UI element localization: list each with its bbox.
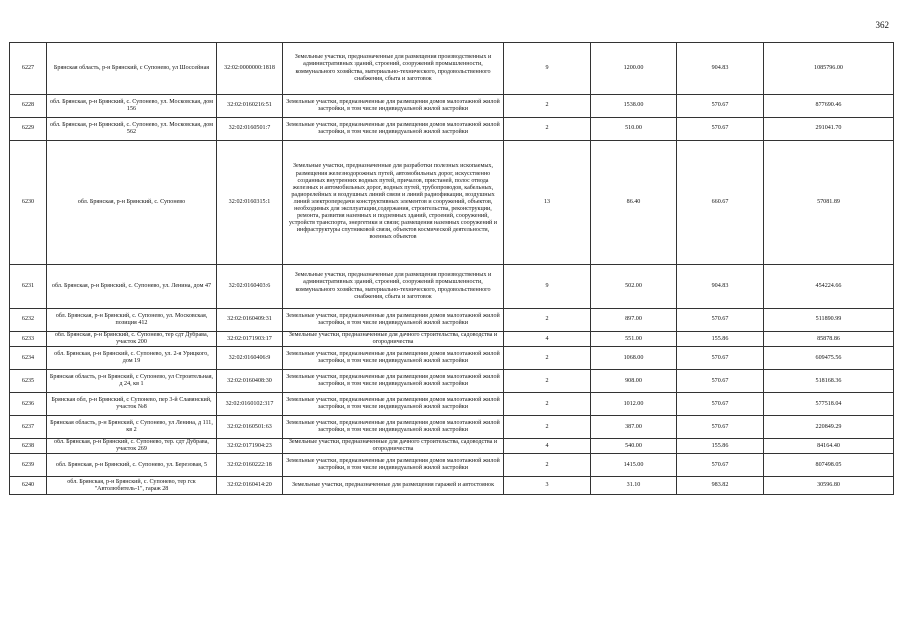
cadastral-number-cell: 32:02:0171904:23 <box>217 439 283 454</box>
specific-value-cell: 904.83 <box>677 265 764 309</box>
cadastral-value-cell: 518168.36 <box>764 370 894 393</box>
cadastral-value-cell: 877690.46 <box>764 95 894 118</box>
address-cell: Брянская область, р-н Брянский, с Супонево, ул Строительная, д 24, кв 1 <box>47 370 217 393</box>
land-use-purpose-cell: Земельные участки, предназначенные для размещения домов малоэтажной жилой застройки, в том числе индивидуальной жилой застройки <box>283 370 504 393</box>
cadastral-value-cell: 291041.70 <box>764 118 894 141</box>
land-use-purpose-cell: Земельные участки, предназначенные для размещения гаражей и автостоянок <box>283 477 504 495</box>
address-cell: обл. Брянская, р-н Брянский, с. Супонево, ул. Московская, дом 562 <box>47 118 217 141</box>
land-use-purpose-cell: Земельные участки, предназначенные для размещения производственных и административных зданий, строений, сооружений промышленности, коммунального хозяйства, материально-технического, продовольственного снабжения, сбыта и заготовок <box>283 265 504 309</box>
specific-value-cell: 155.86 <box>677 332 764 347</box>
area-cell: 502.00 <box>591 265 677 309</box>
area-cell: 510.00 <box>591 118 677 141</box>
address-cell: обл. Брянская, р-н Брянский, с. Супонево, ул. Ленина, дом 47 <box>47 265 217 309</box>
cadastral-value-cell: 454224.66 <box>764 265 894 309</box>
cadastral-number-cell: 32:02:0160501:63 <box>217 416 283 439</box>
address-cell: обл. Брянская, р-н Брянский, с. Супонево, ул. Московская, дом 156 <box>47 95 217 118</box>
table-row <box>10 265 894 309</box>
cadastral-value-cell: 807498.05 <box>764 454 894 477</box>
table-row <box>10 309 894 332</box>
specific-value-cell: 570.67 <box>677 347 764 370</box>
cadastral-value-cell: 577518.04 <box>764 393 894 416</box>
address-cell: обл. Брянская, р-н Брянский, с. Супонево, ул. Московская, позиция 412 <box>47 309 217 332</box>
land-use-purpose-cell: Земельные участки, предназначенные для размещения домов малоэтажной жилой застройки, в том числе индивидуальной жилой застройки <box>283 309 504 332</box>
use-group-cell: 2 <box>504 416 591 439</box>
address-cell: обл. Брянская, р-н Брянский, с. Супонево, тер. сдт Дубрава, участок 269 <box>47 439 217 454</box>
land-use-purpose-cell: Земельные участки, предназначенные для размещения домов малоэтажной жилой застройки, в том числе индивидуальной жилой застройки <box>283 347 504 370</box>
land-use-purpose-cell: Земельные участки, предназначенные для размещения домов малоэтажной жилой застройки, в том числе индивидуальной жилой застройки <box>283 393 504 416</box>
address-cell: обл. Брянская, р-н Брянский, с. Супонево <box>47 141 217 265</box>
land-use-purpose-cell: Земельные участки, предназначенные для разработки полезных ископаемых, размещения железнодорожных путей, автомобильных дорог, искусственно созданных внутренних водных путей, причалов, пристаней, полос отвода железных и автомобильных дорог, водных путей, трубопроводов, кабельных, радиорелейных и воздушных линий связи и линий радиофикации, воздушных линий электропередачи конструктивных элементов и сооружений, объектов, необходимых для эксплуатации,содержания, строительства, реконструкции, ремонта, развития наземных и подземных зданий, строений, сооружений, устройств транспорта, энергетики и связи; размещения наземных сооружений и инфраструктуры спутниковой связи, объектов космической деятельности, военных объектов <box>283 141 504 265</box>
table-row <box>10 332 894 347</box>
table-row <box>10 477 894 495</box>
area-cell: 897.00 <box>591 309 677 332</box>
area-cell: 31.10 <box>591 477 677 495</box>
row-number-cell: 6240 <box>10 477 47 495</box>
use-group-cell: 2 <box>504 95 591 118</box>
address-cell: обл. Брянская, р-н Брянский, с. Супонево, ул. Березовая, 5 <box>47 454 217 477</box>
address-cell: Брянская область, р-н Брянский, с Супонево, ул Шоссейная <box>47 43 217 95</box>
page-number: 362 <box>875 20 889 30</box>
specific-value-cell: 983.82 <box>677 477 764 495</box>
area-cell: 387.00 <box>591 416 677 439</box>
table-row <box>10 141 894 265</box>
row-number-cell: 6232 <box>10 309 47 332</box>
cadastral-number-cell: 32:02:0160222:18 <box>217 454 283 477</box>
use-group-cell: 9 <box>504 265 591 309</box>
area-cell: 1538.00 <box>591 95 677 118</box>
use-group-cell: 2 <box>504 118 591 141</box>
use-group-cell: 2 <box>504 370 591 393</box>
row-number-cell: 6235 <box>10 370 47 393</box>
specific-value-cell: 570.67 <box>677 393 764 416</box>
specific-value-cell: 904.83 <box>677 43 764 95</box>
use-group-cell: 9 <box>504 43 591 95</box>
use-group-cell: 4 <box>504 332 591 347</box>
table-row <box>10 43 894 95</box>
land-use-purpose-cell: Земельные участки, предназначенные для дачного строительства, садоводства и огородничества <box>283 439 504 454</box>
cadastral-number-cell: 32:02:0160406:9 <box>217 347 283 370</box>
specific-value-cell: 570.67 <box>677 370 764 393</box>
use-group-cell: 13 <box>504 141 591 265</box>
cadastral-value-cell: 84164.40 <box>764 439 894 454</box>
row-number-cell: 6236 <box>10 393 47 416</box>
area-cell: 1012.00 <box>591 393 677 416</box>
table-row <box>10 347 894 370</box>
use-group-cell: 2 <box>504 347 591 370</box>
cadastral-number-cell: 32:02:0160414:20 <box>217 477 283 495</box>
table-row <box>10 439 894 454</box>
table-row <box>10 416 894 439</box>
cadastral-value-table <box>9 42 894 495</box>
address-cell: обл. Брянская, р-н Брянский, с. Супонево, тер сдт Дубрава, участок 200 <box>47 332 217 347</box>
table-row <box>10 118 894 141</box>
specific-value-cell: 570.67 <box>677 309 764 332</box>
land-use-purpose-cell: Земельные участки, предназначенные для размещения домов малоэтажной жилой застройки, в том числе индивидуальной жилой застройки <box>283 118 504 141</box>
address-cell: Брянская обл, р-н Брянский, с Супонево, пер 3-й Славянский, участок №8 <box>47 393 217 416</box>
area-cell: 908.00 <box>591 370 677 393</box>
land-use-purpose-cell: Земельные участки, предназначенные для размещения домов малоэтажной жилой застройки, в том числе индивидуальной жилой застройки <box>283 95 504 118</box>
row-number-cell: 6238 <box>10 439 47 454</box>
cadastral-value-cell: 57081.89 <box>764 141 894 265</box>
cadastral-value-cell: 30596.80 <box>764 477 894 495</box>
area-cell: 86.40 <box>591 141 677 265</box>
cadastral-number-cell: 32:02:0160102:317 <box>217 393 283 416</box>
table-row <box>10 393 894 416</box>
land-use-purpose-cell: Земельные участки, предназначенные для размещения домов малоэтажной жилой застройки, в том числе индивидуальной жилой застройки <box>283 416 504 439</box>
address-cell: Брянская область, р-н Брянский, с Супонево, ул Ленина, д 111, кв 2 <box>47 416 217 439</box>
row-number-cell: 6229 <box>10 118 47 141</box>
row-number-cell: 6227 <box>10 43 47 95</box>
cadastral-number-cell: 32:02:0160216:51 <box>217 95 283 118</box>
cadastral-value-cell: 220849.29 <box>764 416 894 439</box>
cadastral-number-cell: 32:02:0160315:1 <box>217 141 283 265</box>
cadastral-number-cell: 32:02:0171903:17 <box>217 332 283 347</box>
cadastral-value-cell: 85878.86 <box>764 332 894 347</box>
specific-value-cell: 660.67 <box>677 141 764 265</box>
table-row <box>10 454 894 477</box>
specific-value-cell: 570.67 <box>677 118 764 141</box>
specific-value-cell: 570.67 <box>677 454 764 477</box>
table-row <box>10 370 894 393</box>
cadastral-value-cell: 1085796.00 <box>764 43 894 95</box>
row-number-cell: 6231 <box>10 265 47 309</box>
area-cell: 1200.00 <box>591 43 677 95</box>
use-group-cell: 4 <box>504 439 591 454</box>
area-cell: 1068.00 <box>591 347 677 370</box>
address-cell: обл. Брянская, р-н Брянский, с. Супонево, ул. 2-я Урицкого, дом 19 <box>47 347 217 370</box>
row-number-cell: 6239 <box>10 454 47 477</box>
table-row <box>10 95 894 118</box>
row-number-cell: 6233 <box>10 332 47 347</box>
specific-value-cell: 570.67 <box>677 416 764 439</box>
land-use-purpose-cell: Земельные участки, предназначенные для размещения домов малоэтажной жилой застройки, в том числе индивидуальной жилой застройки <box>283 454 504 477</box>
row-number-cell: 6228 <box>10 95 47 118</box>
land-use-purpose-cell: Земельные участки, предназначенные для размещения производственных и административных зданий, строений, сооружений промышленности, коммунального хозяйства, материально-технического, продовольственного снабжения, сбыта и заготовок <box>283 43 504 95</box>
cadastral-number-cell: 32:02:0160408:30 <box>217 370 283 393</box>
cadastral-number-cell: 32:02:0160501:7 <box>217 118 283 141</box>
row-number-cell: 6237 <box>10 416 47 439</box>
cadastral-value-cell: 609475.56 <box>764 347 894 370</box>
area-cell: 551.00 <box>591 332 677 347</box>
cadastral-number-cell: 32:02:0000000:1818 <box>217 43 283 95</box>
use-group-cell: 3 <box>504 477 591 495</box>
use-group-cell: 2 <box>504 393 591 416</box>
cadastral-number-cell: 32:02:0160409:31 <box>217 309 283 332</box>
use-group-cell: 2 <box>504 454 591 477</box>
use-group-cell: 2 <box>504 309 591 332</box>
row-number-cell: 6230 <box>10 141 47 265</box>
area-cell: 1415.00 <box>591 454 677 477</box>
specific-value-cell: 155.86 <box>677 439 764 454</box>
specific-value-cell: 570.67 <box>677 95 764 118</box>
address-cell: обл. Брянская, р-н Брянский, с. Супонево, тер гск "Автолюбитель-1", гараж 28 <box>47 477 217 495</box>
land-use-purpose-cell: Земельные участки, предназначенные для дачного строительства, садоводства и огородничества <box>283 332 504 347</box>
cadastral-number-cell: 32:02:0160403:6 <box>217 265 283 309</box>
cadastral-value-cell: 511890.99 <box>764 309 894 332</box>
row-number-cell: 6234 <box>10 347 47 370</box>
area-cell: 540.00 <box>591 439 677 454</box>
